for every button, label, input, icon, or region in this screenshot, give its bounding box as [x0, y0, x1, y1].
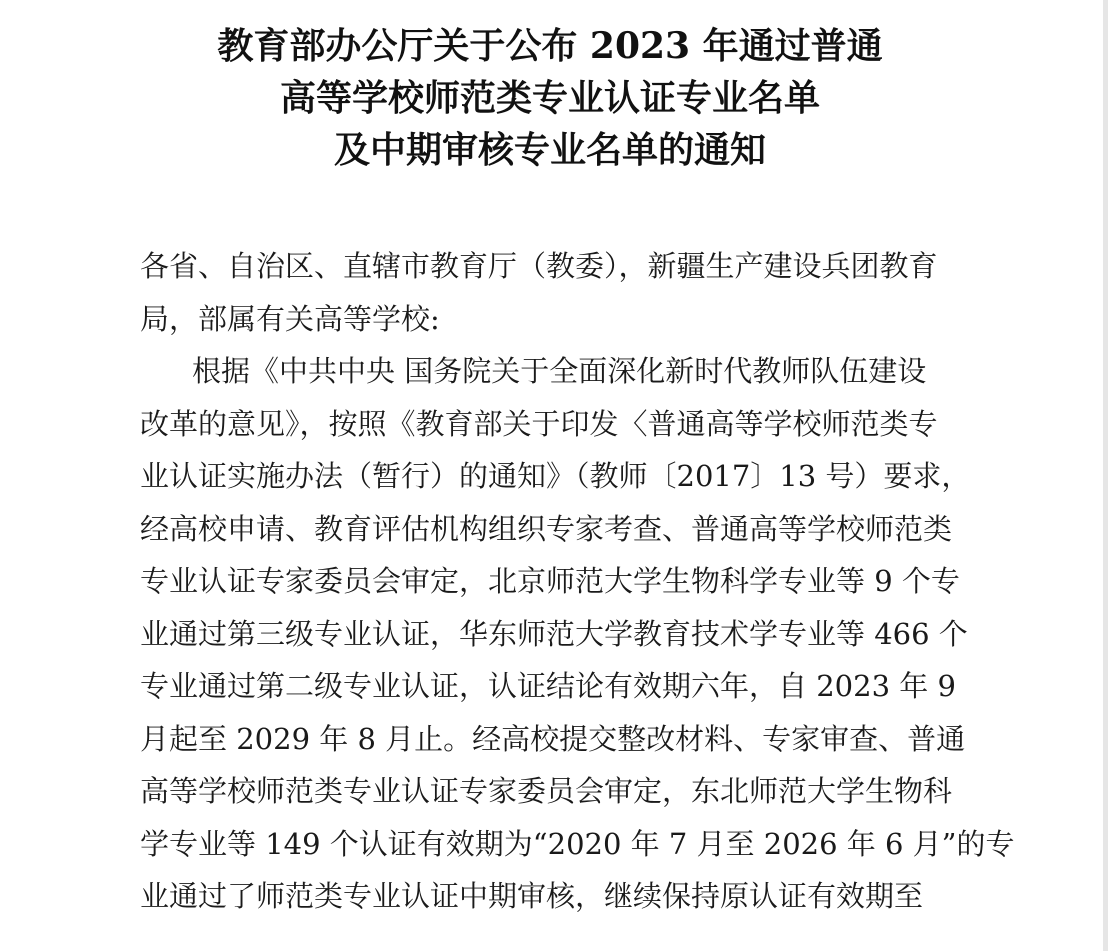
- page-edge-shadow: [1103, 0, 1108, 951]
- document-body: [140, 240, 1015, 923]
- title-line-1: 教育部办公厅关于公布 2023 年通过普通: [217, 25, 883, 67]
- title-line-2: 高等学校师范类专业认证专业名单: [279, 77, 820, 119]
- body-line-8: 业通过第三级专业认证，华东师范大学教育技术学专业等 466 个: [140, 616, 968, 651]
- body-line-3: 根据《中共中央 国务院关于全面深化新时代教师队伍建设: [192, 354, 927, 388]
- body-line-2: 局，部属有关高等学校:: [140, 301, 440, 336]
- document-title: [0, 20, 1100, 176]
- body-line-9: 专业通过第二级专业认证，认证结论有效期六年，自 2023 年 9: [140, 669, 956, 703]
- body-line-10: 月起至 2029 年 8 月止。经高校提交整改材料、专家审查、普通: [140, 721, 966, 756]
- body-line-4: 改革的意见》，按照《教育部关于印发〈普通高等学校师范类专: [140, 406, 938, 441]
- body-line-13: 业通过了师范类专业认证中期审核，继续保持原认证有效期至: [140, 879, 924, 913]
- body-line-12: 学专业等 149 个认证有效期为“2020 年 7 月至 2026 年 6 月”的专: [140, 826, 1015, 861]
- title-line-3: 及中期审核专业名单的通知: [333, 129, 766, 171]
- body-line-1: 各省、自治区、直辖市教育厅（教委），新疆生产建设兵团教育: [140, 249, 938, 283]
- body-line-7: 专业认证专家委员会审定，北京师范大学生物科学专业等 9 个专: [140, 564, 960, 598]
- body-line-5: 业认证实施办法（暂行）的通知》（教师〔2017〕13 号）要求，: [140, 459, 971, 493]
- body-line-6: 经高校申请、教育评估机构组织专家考查、普通高等学校师范类: [140, 511, 953, 546]
- body-line-11: 高等学校师范类专业认证专家委员会审定，东北师范大学生物科: [140, 774, 953, 808]
